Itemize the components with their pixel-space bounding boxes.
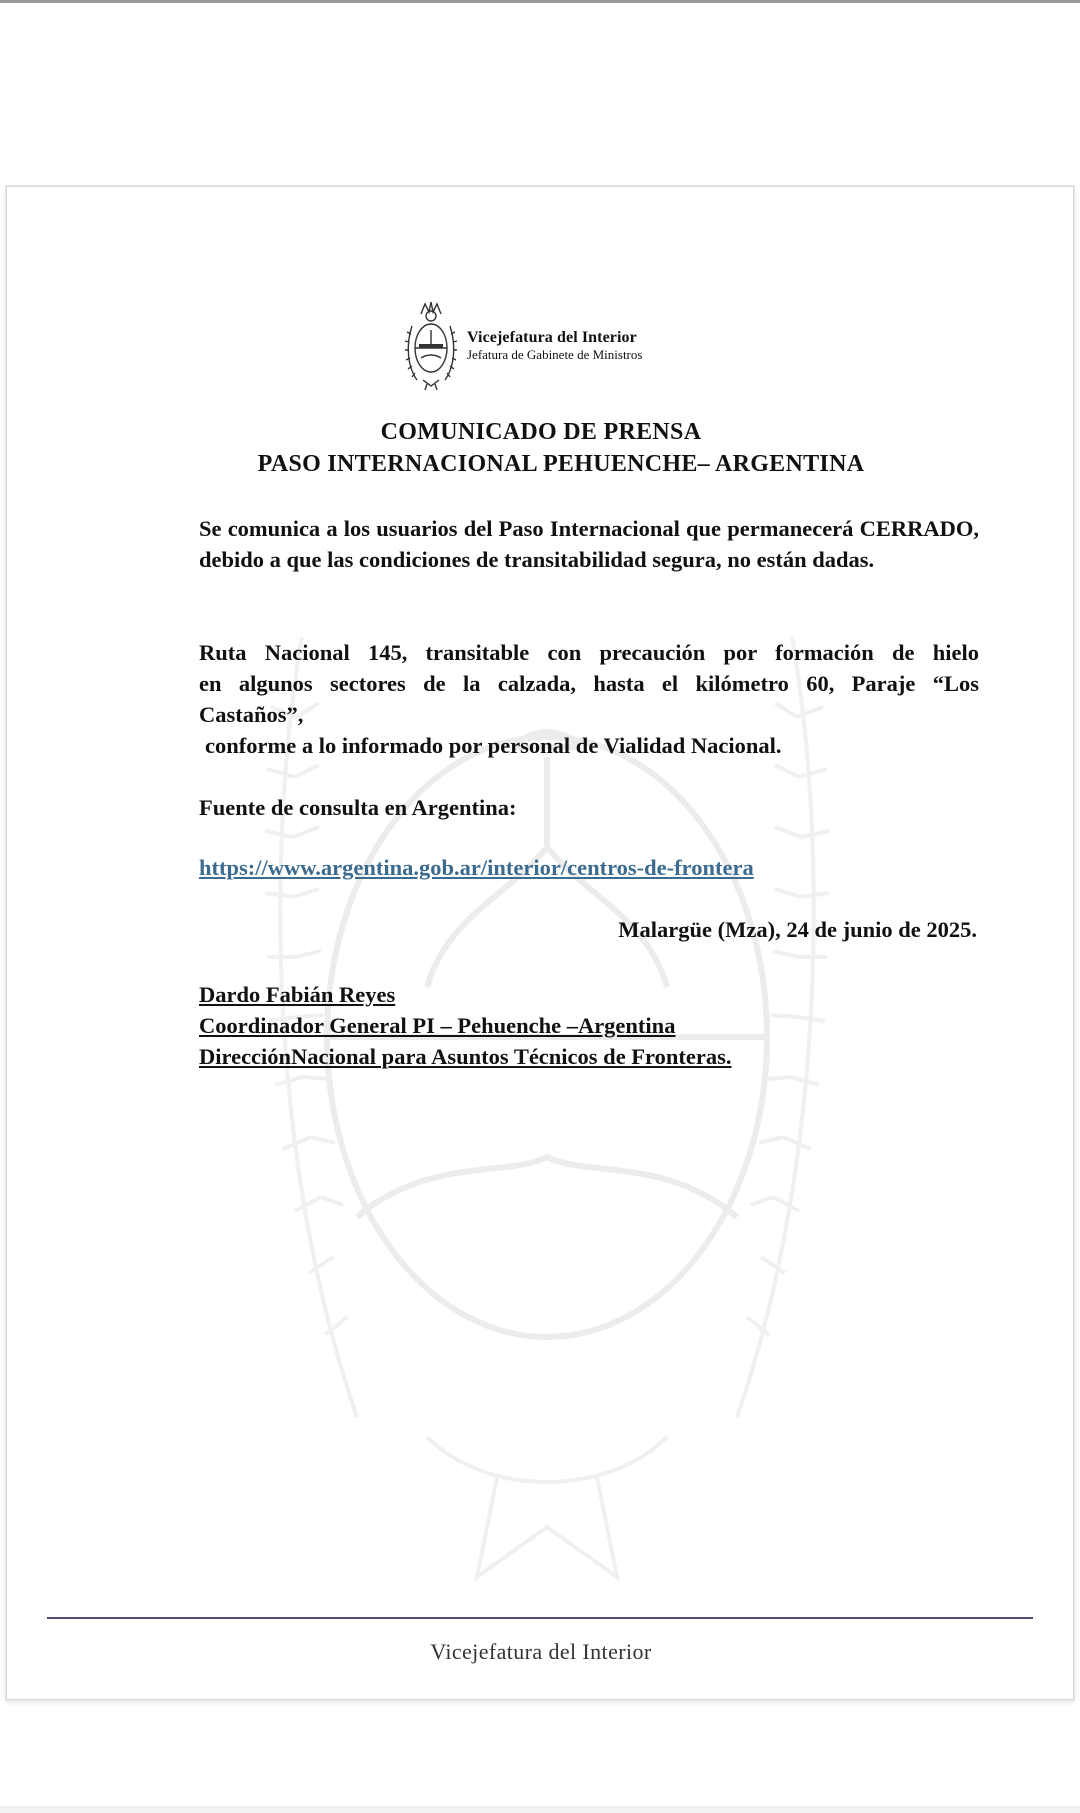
signatory-role: Coordinador General PI – Pehuenche –Argentina	[199, 1013, 676, 1038]
screen-bottom-edge	[0, 1806, 1080, 1813]
route-line-4: conforme a lo informado por personal de Vialidad Nacional.	[205, 733, 782, 758]
document-subtitle: PASO INTERNACIONAL PEHUENCHE– ARGENTINA	[257, 451, 865, 477]
route-line-3: Castaños”,	[199, 702, 304, 727]
footer-divider	[47, 1617, 1033, 1619]
signature-block	[199, 979, 732, 1072]
signatory-department: DirecciónNacional para Asuntos Técnicos de Fronteras.	[199, 1044, 732, 1069]
footer-text: Vicejefatura del Interior	[430, 1639, 652, 1664]
document-title: COMUNICADO DE PRENSA	[380, 419, 702, 445]
dateline: Malargüe (Mza), 24 de junio de 2025.	[618, 917, 977, 942]
signatory-name: Dardo Fabián Reyes	[199, 982, 396, 1007]
route-line-2: en algunos sectores de la calzada, hasta el kilómetro 60, Paraje “Los	[199, 671, 979, 696]
letterhead	[403, 299, 642, 393]
screen-top-edge	[0, 0, 1080, 3]
paragraph-closure-notice: Se comunica a los usuarios del Paso Internacional que permanecerá CERRADO, debido a que las condiciones de transitabilidad segura, no están dadas.	[199, 516, 979, 572]
source-link[interactable]: https://www.argentina.gob.ar/interior/centros-de-frontera	[199, 855, 754, 880]
document-page	[6, 186, 1074, 1700]
route-line-1: Ruta Nacional 145, transitable con precaución por formación de hielo	[199, 640, 979, 665]
paragraph-route-conditions	[199, 637, 979, 761]
coat-of-arms-icon	[403, 300, 459, 392]
letterhead-subtitle: Jefatura de Gabinete de Ministros	[467, 346, 643, 362]
paragraph-source: Fuente de consulta en Argentina:	[199, 795, 517, 820]
letterhead-title: Vicejefatura del Interior	[467, 329, 637, 347]
